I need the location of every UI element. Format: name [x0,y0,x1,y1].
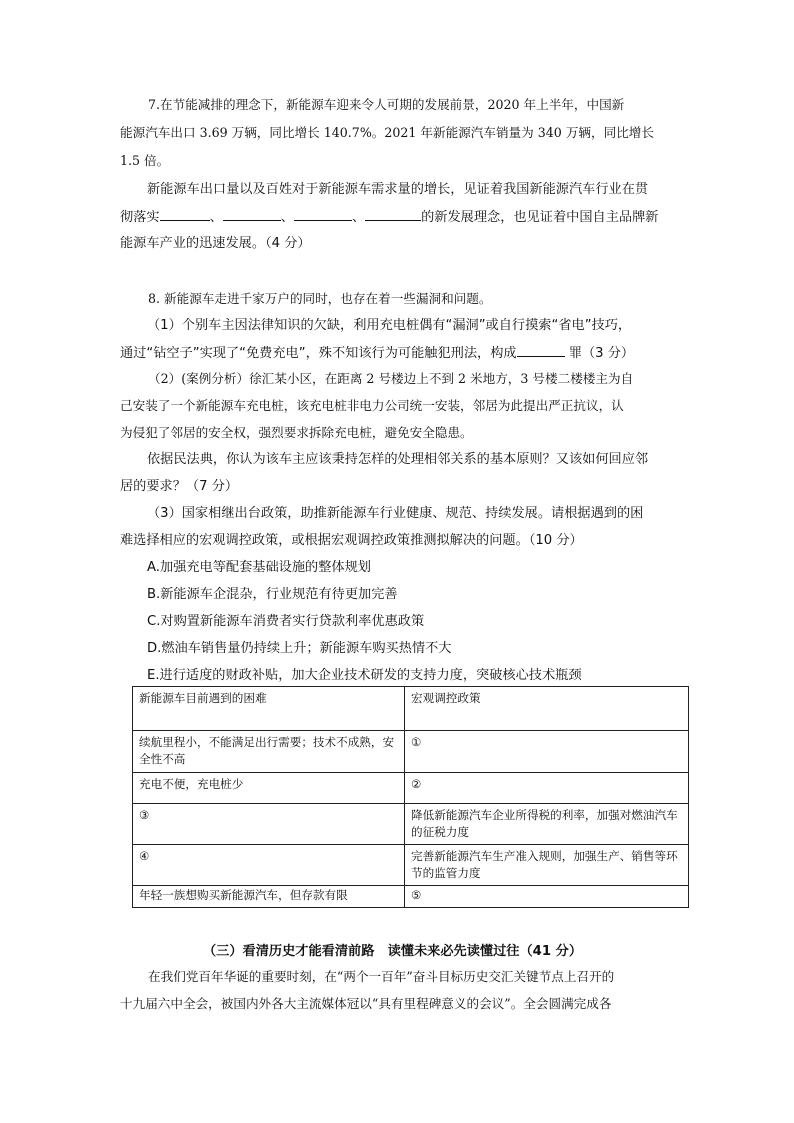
answer-blank-1[interactable] [160,208,210,221]
option-b: B.新能源车企混杂，行业规范有待更加完善 [147,587,398,602]
section-3-line-1: 在我们党百年华诞的重要时刻，在“两个一百年”奋斗目标历史交汇关键节点上召开的 [148,969,615,984]
q8-part3-line-1: （3）国家相继出台政策，助推新能源车行业健康、规范、持续发展。请根据遇到的困 [147,506,644,521]
q8-part1-line-1: （1）个别车主因法律知识的欠缺，利用充电桩偶有“漏洞”或自行摸索“省电”技巧， [147,318,632,333]
table-cell[interactable]: ① [405,731,689,773]
table-row [133,845,689,886]
table-cell[interactable]: ② [405,773,689,804]
section-3-line-2: 十九届六中全会，被国内外各大主流媒体冠以“具有里程碑意义的会议”。全会圆满完成各 [120,996,612,1011]
table-cell[interactable]: ⑤ [405,886,689,908]
section-3-heading: （三）看清历史才能看清前路 读懂未来必先读懂过往（41 分） [203,944,583,959]
q7-line-1: 7.在节能减排的理念下，新能源车迎来令人可期的发展前景，2020 年上半年，中国新 [148,97,625,112]
q7-line-2: 能源汽车出口 3.69 万辆，同比增长 140.7%。2021 年新能源汽车销量为 340 万辆，同比增长 [120,125,654,140]
q8-part2-line-3: 为侵犯了邻居的安全权，强烈要求拆除充电桩，避免安全隐患。 [120,425,473,440]
crime-answer-blank[interactable] [517,344,565,357]
answer-blank-2[interactable] [223,208,281,221]
table-cell: 降低新能源汽车企业所得税的利率，加强对燃油汽车的征税力度 [405,804,689,845]
table-cell[interactable]: ③ [133,804,405,845]
table-cell: 续航里程小，不能满足出行需要；技术不成熟，安全性不高 [133,731,405,773]
q8-part1-suffix: 罪（3 分） [564,346,635,361]
q7-line-4: 新能源车出口量以及百姓对于新能源车需求量的增长，见证着我国新能源汽车行业在贯 [147,182,649,197]
policy-table [132,686,689,908]
table-cell[interactable]: ④ [133,845,405,886]
q8-part2-line-2: 己安装了一个新能源车充电桩，该充电桩非电力公司统一安装，邻居为此提出严正抗议，认 [120,398,624,413]
table-header-difficulty: 新能源车目前遇到的困难 [133,687,405,731]
q7-line-3: 1.5 倍。 [120,153,170,168]
separator: 、 [351,210,366,225]
q8-part1-line-2 [120,344,634,363]
table-cell: 年轻一族想购买新能源汽车，但存款有限 [133,886,405,908]
q8-title: 8. 新能源车走进千家万户的同时，也存在着一些漏洞和问题。 [148,291,492,306]
table-row [133,731,689,773]
q8-part2-line-5: 居的要求？（7 分） [120,479,239,494]
answer-blank-3[interactable] [294,208,352,221]
q7-line-5-prefix: 彻落实 [120,210,160,225]
option-e: E.进行适度的财政补贴，加大企业技术研发的支持力度，突破核心技术瓶颈 [147,668,582,683]
table-cell: 完善新能源汽车生产准入规则，加强生产、销售等环节的监管力度 [405,845,689,886]
q8-part2-line-1: （2）(案例分析）徐汇某小区，在距离 2 号楼边上不到 2 米地方，3 号楼二楼楼主为自 [148,371,634,386]
table-header-row [133,687,689,731]
table-row [133,886,689,908]
q8-part3-line-2: 难选择相应的宏观调控政策，或根据宏观调控政策推测拟解决的问题。（10 分） [120,533,583,548]
q8-part2-line-4: 依据民法典，你认为该车主应该秉持怎样的处理相邻关系的基本原则？又该如何回应邻 [147,452,649,467]
table-cell: 充电不便，充电桩少 [133,773,405,804]
q7-line-6: 能源车产业的迅速发展。（4 分） [120,236,311,251]
option-d: D.燃油车销售量仍持续上升；新能源车购买热情不大 [147,641,452,656]
separator: 、 [280,210,294,225]
option-c: C.对购置新能源车消费者实行贷款利率优惠政策 [147,614,425,629]
q7-line-5-suffix: 的新发展理念，也见证着中国自主品牌新 [421,210,659,225]
q7-line-5 [120,208,659,227]
q8-part1-prefix: 通过“钻空子”实现了“免费充电”，殊不知该行为可能触犯刑法，构成 [120,346,517,361]
table-header-policy: 宏观调控政策 [405,687,689,731]
separator: 、 [209,210,223,225]
table-row [133,804,689,845]
answer-blank-4[interactable] [365,208,421,221]
table-row [133,773,689,804]
option-a: A.加强充电等配套基础设施的整体规划 [147,560,371,575]
